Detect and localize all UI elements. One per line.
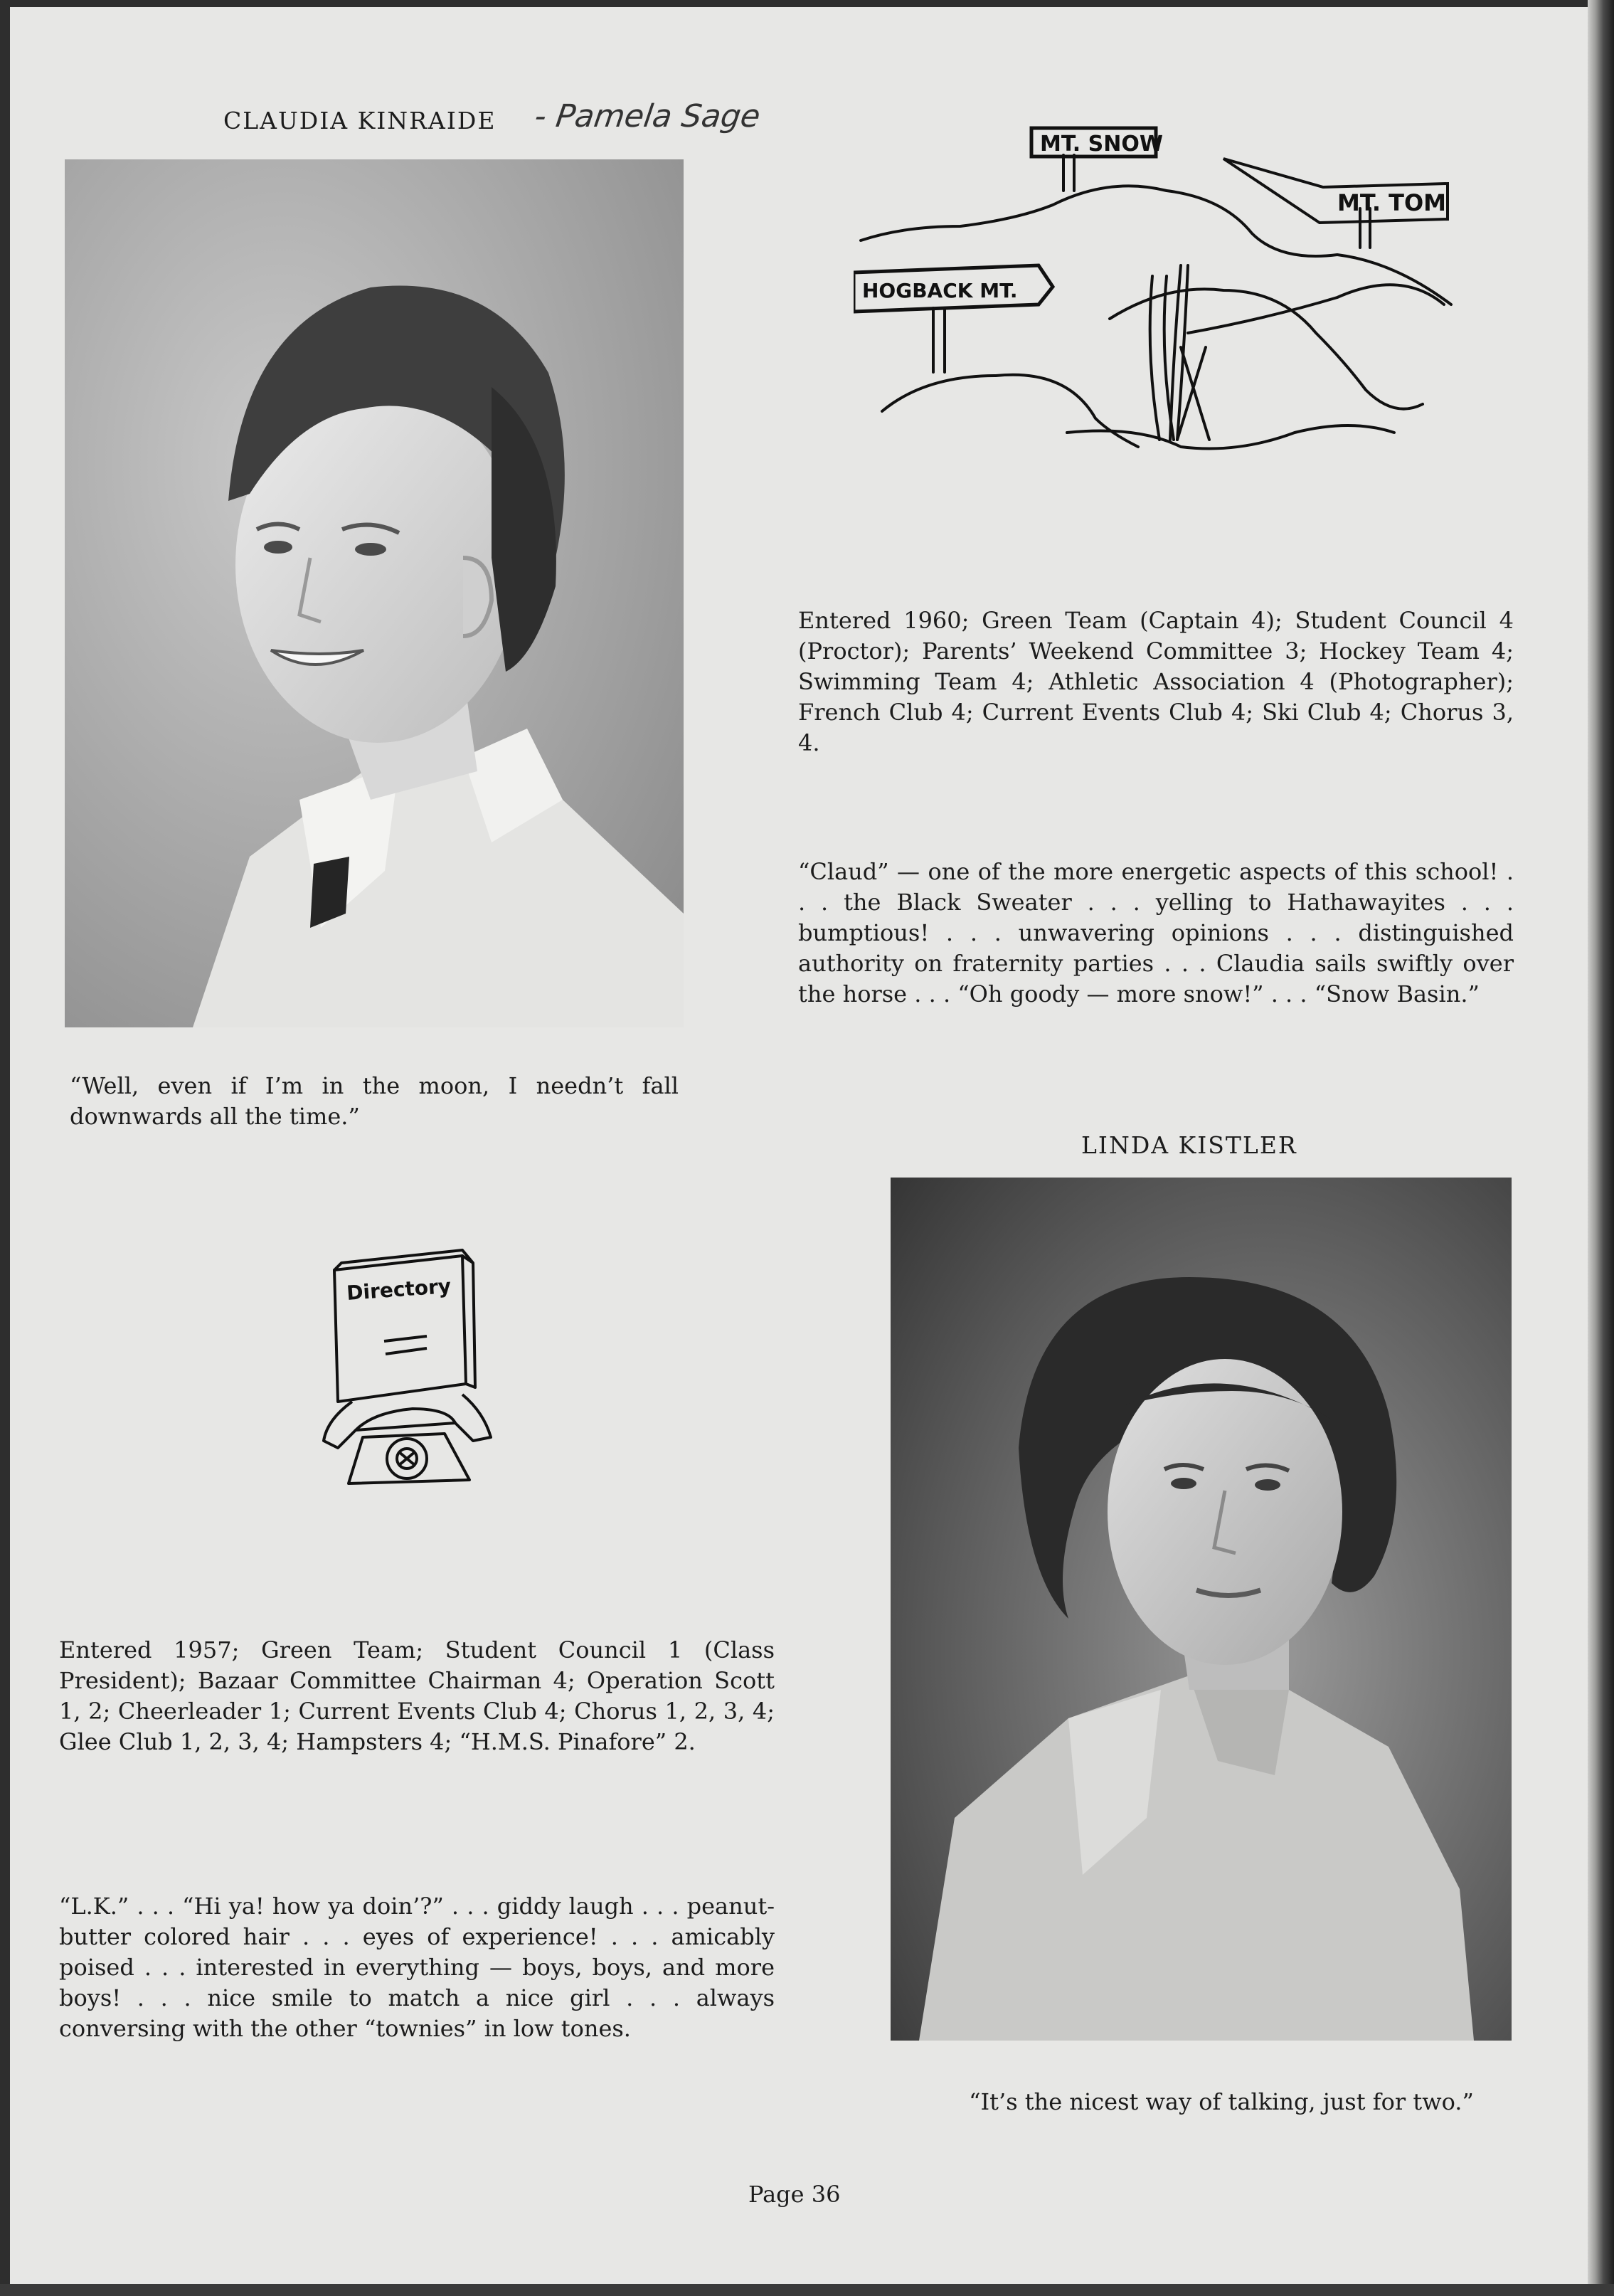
- scan-bottom-edge: [0, 2284, 1614, 2296]
- portrait-photo-kinraide: [65, 159, 684, 1027]
- sign-mt-tom: MT. TOM: [1337, 189, 1446, 216]
- portrait-kinraide-image: [65, 159, 684, 1027]
- portrait-kistler-image: [891, 1178, 1512, 2041]
- book-spine: [1588, 0, 1614, 2296]
- telephone-sketch: [320, 1242, 505, 1512]
- sign-hogback-mt: HOGBACK MT.: [862, 279, 1018, 302]
- quote-kinraide: “Well, even if I’m in the moon, I needn’t fall downwards all the time.”: [70, 1072, 679, 1130]
- record-kinraide: Entered 1960; Green Team (Captain 4); Student Council 4 (Proctor); Parents’ Weekend Committee 3; Hockey Team 4; Swimming Team 4; Athletic Association 4 (Photographer); French Club 4; Current Events Club 4; Ski Club 4; Chorus 3, 4.: [798, 607, 1514, 756]
- directory-label: Directory: [346, 1274, 452, 1305]
- directory-telephone-drawing: [320, 1242, 505, 1512]
- ski-mountains-drawing: [854, 120, 1465, 475]
- description-kinraide: “Claud” — one of the more energetic aspects of this school! . . . the Black Sweater . . . yelling to Hathawayites . . . bumptious! . . . unwavering opinions . . . distinguished authority on fraternity parties . . . Claudia sails swiftly over the horse . . . “Oh goody — more snow!” . . . “Snow Basin.”: [798, 858, 1514, 1007]
- quote-kistler: “It’s the nicest way of talking, just for two.”: [969, 2088, 1474, 2115]
- sign-mt-snow: MT. SNOW: [1040, 132, 1163, 157]
- student-name-kinraide: CLAUDIA KINRAIDE: [223, 107, 497, 134]
- description-kistler: “L.K.” . . . “Hi ya! how ya doin’?” . . . giddy laugh . . . peanut-butter colored hair . . . eyes of experience! . . . amicably poised . . . interested in everything — boys, boys, and more boys! . . . nice smile to match a nice girl . . . always conversing with the other “townies” in low tones.: [59, 1893, 775, 2042]
- handwritten-note: - Pamela Sage: [532, 98, 763, 134]
- portrait-photo-kistler: [891, 1178, 1512, 2041]
- ski-signs-sketch: [854, 120, 1465, 475]
- student-name-kistler: LINDA KISTLER: [1081, 1131, 1297, 1159]
- record-kistler: Entered 1957; Green Team; Student Council 1 (Class President); Bazaar Committee Chairman 4; Operation Scott 1, 2; Cheerleader 1; Current Events Club 4; Chorus 1, 2, 3, 4; Glee Club 1, 2, 3, 4; Hampsters 4; “H.M.S. Pinafore” 2.: [59, 1636, 775, 1755]
- page-number: Page 36: [748, 2181, 841, 2208]
